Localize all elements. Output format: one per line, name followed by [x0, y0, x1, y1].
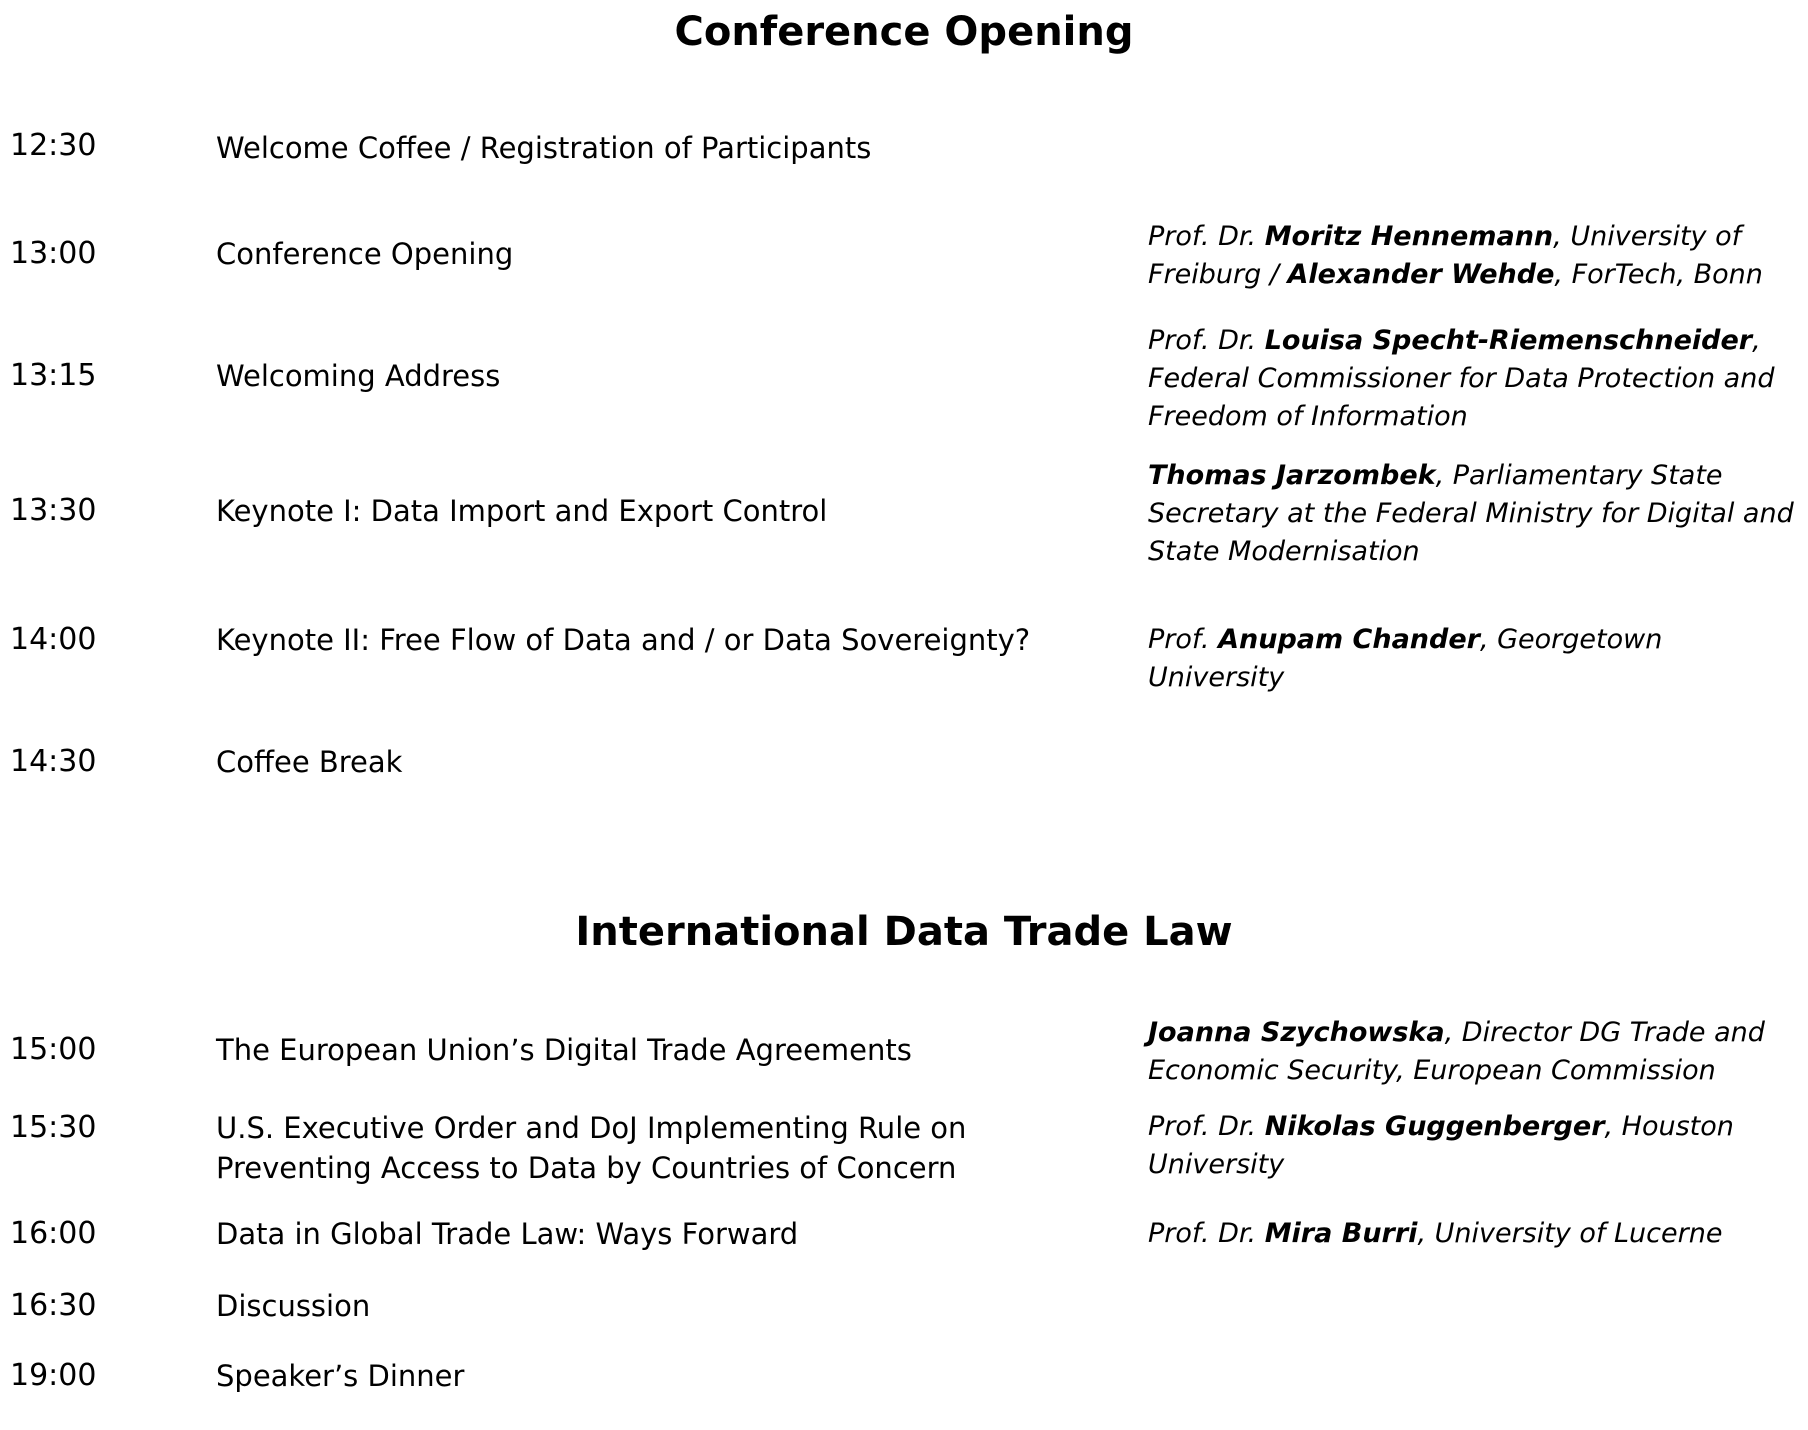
agenda-time: 16:00 [10, 1216, 97, 1251]
agenda-title: Welcome Coffee / Registration of Participants [216, 131, 872, 165]
agenda-speaker [1148, 218, 1798, 294]
agenda-speaker [1148, 322, 1798, 436]
section-title-international-data-trade-law: International Data Trade Law [575, 909, 1233, 955]
speaker-name: Alexander Wehde [1287, 259, 1555, 290]
speaker-affiliation: Prof. Dr. [1148, 221, 1265, 252]
agenda-time: 15:30 [10, 1110, 97, 1145]
speaker-affiliation: , Director DG Trade and Economic Security, European Commission [1148, 1017, 1765, 1086]
agenda-title: Coffee Break [216, 745, 403, 779]
speaker-name: Louisa Specht-Riemenschneider [1264, 325, 1753, 356]
agenda-title: Speaker’s Dinner [216, 1359, 465, 1393]
speaker-affiliation: , Parliamentary State Secretary at the Federal Ministry for Digital and State Modernisation [1148, 460, 1794, 567]
speaker-name: Nikolas Guggenberger [1264, 1111, 1605, 1142]
agenda-time: 13:15 [10, 358, 97, 393]
speaker-affiliation: , Georgetown University [1148, 624, 1663, 693]
agenda-time: 14:00 [10, 622, 97, 657]
speaker-affiliation: , University of Lucerne [1417, 1218, 1723, 1249]
agenda-speaker [1148, 1014, 1798, 1090]
section-title-conference-opening: Conference Opening [674, 9, 1134, 55]
agenda-title: Keynote II: Free Flow of Data and / or Data Sovereignty? [216, 623, 1031, 657]
speaker-affiliation: Prof. [1148, 624, 1219, 655]
speaker-name: Moritz Hennemann [1264, 221, 1554, 252]
speaker-name: Anupam Chander [1218, 624, 1480, 655]
speaker-affiliation: , Federal Commissioner for Data Protection and Freedom of Information [1148, 325, 1775, 432]
agenda-speaker [1148, 621, 1798, 697]
agenda-title: Data in Global Trade Law: Ways Forward [216, 1217, 799, 1251]
agenda-title: The European Union’s Digital Trade Agreements [216, 1033, 912, 1067]
speaker-name: Thomas Jarzombek [1148, 460, 1436, 491]
speaker-name: Joanna Szychowska [1148, 1017, 1445, 1048]
agenda-title: Conference Opening [216, 237, 514, 271]
agenda-time: 12:30 [10, 128, 97, 163]
agenda-time: 16:30 [10, 1288, 97, 1323]
agenda-title: Keynote I: Data Import and Export Control [216, 494, 828, 528]
speaker-affiliation: , ForTech, Bonn [1554, 259, 1763, 290]
agenda-speaker [1148, 457, 1798, 571]
speaker-name: Mira Burri [1264, 1218, 1418, 1249]
agenda-title: Discussion [216, 1289, 371, 1323]
speaker-affiliation: Prof. Dr. [1148, 1218, 1265, 1249]
agenda-speaker [1148, 1215, 1798, 1253]
agenda-title: Welcoming Address [216, 359, 501, 393]
speaker-affiliation: , University of Freiburg / [1148, 221, 1742, 290]
speaker-affiliation: Prof. Dr. [1148, 1111, 1265, 1142]
agenda-time: 13:30 [10, 493, 97, 528]
agenda-speaker [1148, 1108, 1798, 1184]
agenda-title: U.S. Executive Order and DoJ Implementing Rule on Preventing Access to Data by Countries of Concern [216, 1111, 967, 1185]
agenda-time: 14:30 [10, 744, 97, 779]
agenda-time: 13:00 [10, 236, 97, 271]
speaker-affiliation: Prof. Dr. [1148, 325, 1265, 356]
speaker-affiliation: , Houston University [1148, 1111, 1734, 1180]
agenda-time: 15:00 [10, 1032, 97, 1067]
agenda-time: 19:00 [10, 1358, 97, 1393]
